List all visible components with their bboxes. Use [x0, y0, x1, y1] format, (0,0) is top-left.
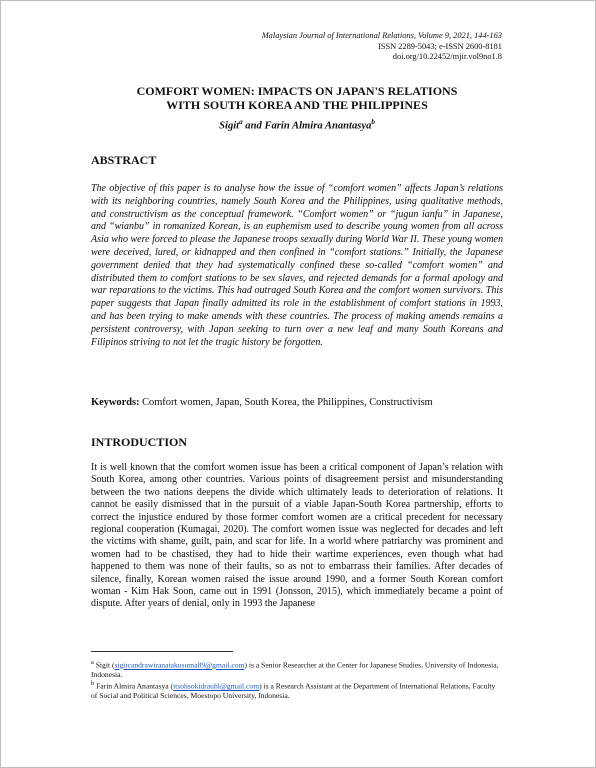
author-2: Farin Almira Anantasya — [264, 120, 372, 132]
footnote-b — [91, 679, 503, 700]
author-1-mark: a — [239, 118, 243, 126]
journal-citation: Malaysian Journal of International Relations, Volume 9, 2021, 144-163 — [261, 31, 502, 40]
footnote-b-mark: b — [91, 680, 95, 688]
keywords-text: Comfort women, Japan, South Korea, the Philippines, Constructivism — [139, 397, 433, 408]
footnote-b-text: ) is a Research Assistant at the Department of International Relations, Faculty of Social and Political Sciences, Moestopo University, Indonesia. — [91, 681, 496, 701]
footnote-b-name: Farin Almira Anantasya ( — [94, 681, 174, 691]
author-connector: and — [242, 120, 265, 132]
title-line-2: WITH SOUTH KOREA AND THE PHILIPPINES — [166, 98, 428, 112]
footnote-a-text: ) is a Senior Researcher at the Center for Japanese Studies, University of Indonesia, Indonesia. — [91, 660, 499, 679]
footnote-a-name: Sigit ( — [93, 660, 115, 670]
footnote-b-email-link[interactable]: itsohsokidrauhl@gmail.com — [173, 681, 260, 691]
keywords-line — [91, 397, 503, 408]
abstract-heading: ABSTRACT — [91, 153, 157, 167]
footnote-a — [91, 658, 503, 679]
introduction-heading: INTRODUCTION — [91, 435, 188, 449]
footnote-divider — [91, 651, 233, 652]
author-1: Sigit — [219, 120, 240, 132]
journal-header — [172, 31, 502, 63]
author-2-mark: b — [371, 118, 375, 126]
abstract-text: The objective of this paper is to analyse how the issue of “comfort women” affects Japan’s relations with its neighboring countries, namely South Korea and the Philippines, using qualitative methods, and constructivism as the conceptual framework. “Comfort women” or “jugun ianfu” in Japanese, and “wianbu” in romanized Korean, is an euphemism used to describe young women from all across Asia who were forced to please the Japanese troops sexually during World War II. These young women were deceived, lured, or kidnapped and then confined in “comfort stations.” Initially, the Japanese government denied that they had systematically confined these so-called “comfort women” and distributed them to comfort stations to be sex slaves, and rejected demands for a formal apology and war reparations to the victims. This had outraged South Korea and the comfort women survivors. This paper suggests that Japan finally admitted its role in the establishment of comfort stations in 1993, and has been trying to make amends with these countries. The process of making amends remains a persistent controversy, with Japan seeking to turn over a new leaf and many South Koreans and Filipinos striving to not let the tragic history be forgotten. — [91, 183, 503, 348]
footnotes — [91, 658, 503, 701]
keywords-label: Keywords: — [91, 397, 140, 408]
journal-issn: ISSN 2289-5043; e-ISSN 2600-8181 — [378, 41, 502, 51]
author-line — [91, 118, 503, 132]
footnote-a-mark: a — [91, 659, 94, 666]
journal-doi: doi.org/10.22452/mjir.vol9no1.8 — [392, 52, 502, 61]
introduction-text: It is well known that the comfort women issue has been a critical component of Japan’s relation with South Korea, among other countries. Various points of disagreement persist and misunderstanding between the two nations deepens the divide which ultimately leads to deterioration of relations. It cannot be easily dismissed that in the pursuit of a viable Japan-South Korea partnership, efforts to correct the injustice endured by those former comfort women are a critical precedent for necessary regional cooperation (Kumagai, 2020). The comfort women issue was neglected for decades and left the victims with shame, guilt, pain, and scar for life. In a world where patriarchy was prominent and women had to be chastised, they had to hide their wartime experiences, even though what had happened to them was none of their faults, so as not to embarrass their families. After decades of silence, finally, Korean women raised the issue around 1990, and a former South Korean comfort woman - Kim Hak Soon, came out in 1991 (Jonsson, 2015), which immediately became a point of dispute. After years of denial, only in 1993 the Japanese — [91, 462, 503, 610]
title-line-1: COMFORT WOMEN: IMPACTS ON JAPAN'S RELATIONS — [136, 84, 458, 98]
paper-title — [91, 84, 503, 112]
footnote-a-email-link[interactable]: sigitcandrawiranatakusuma89@gmail.com — [114, 660, 245, 670]
